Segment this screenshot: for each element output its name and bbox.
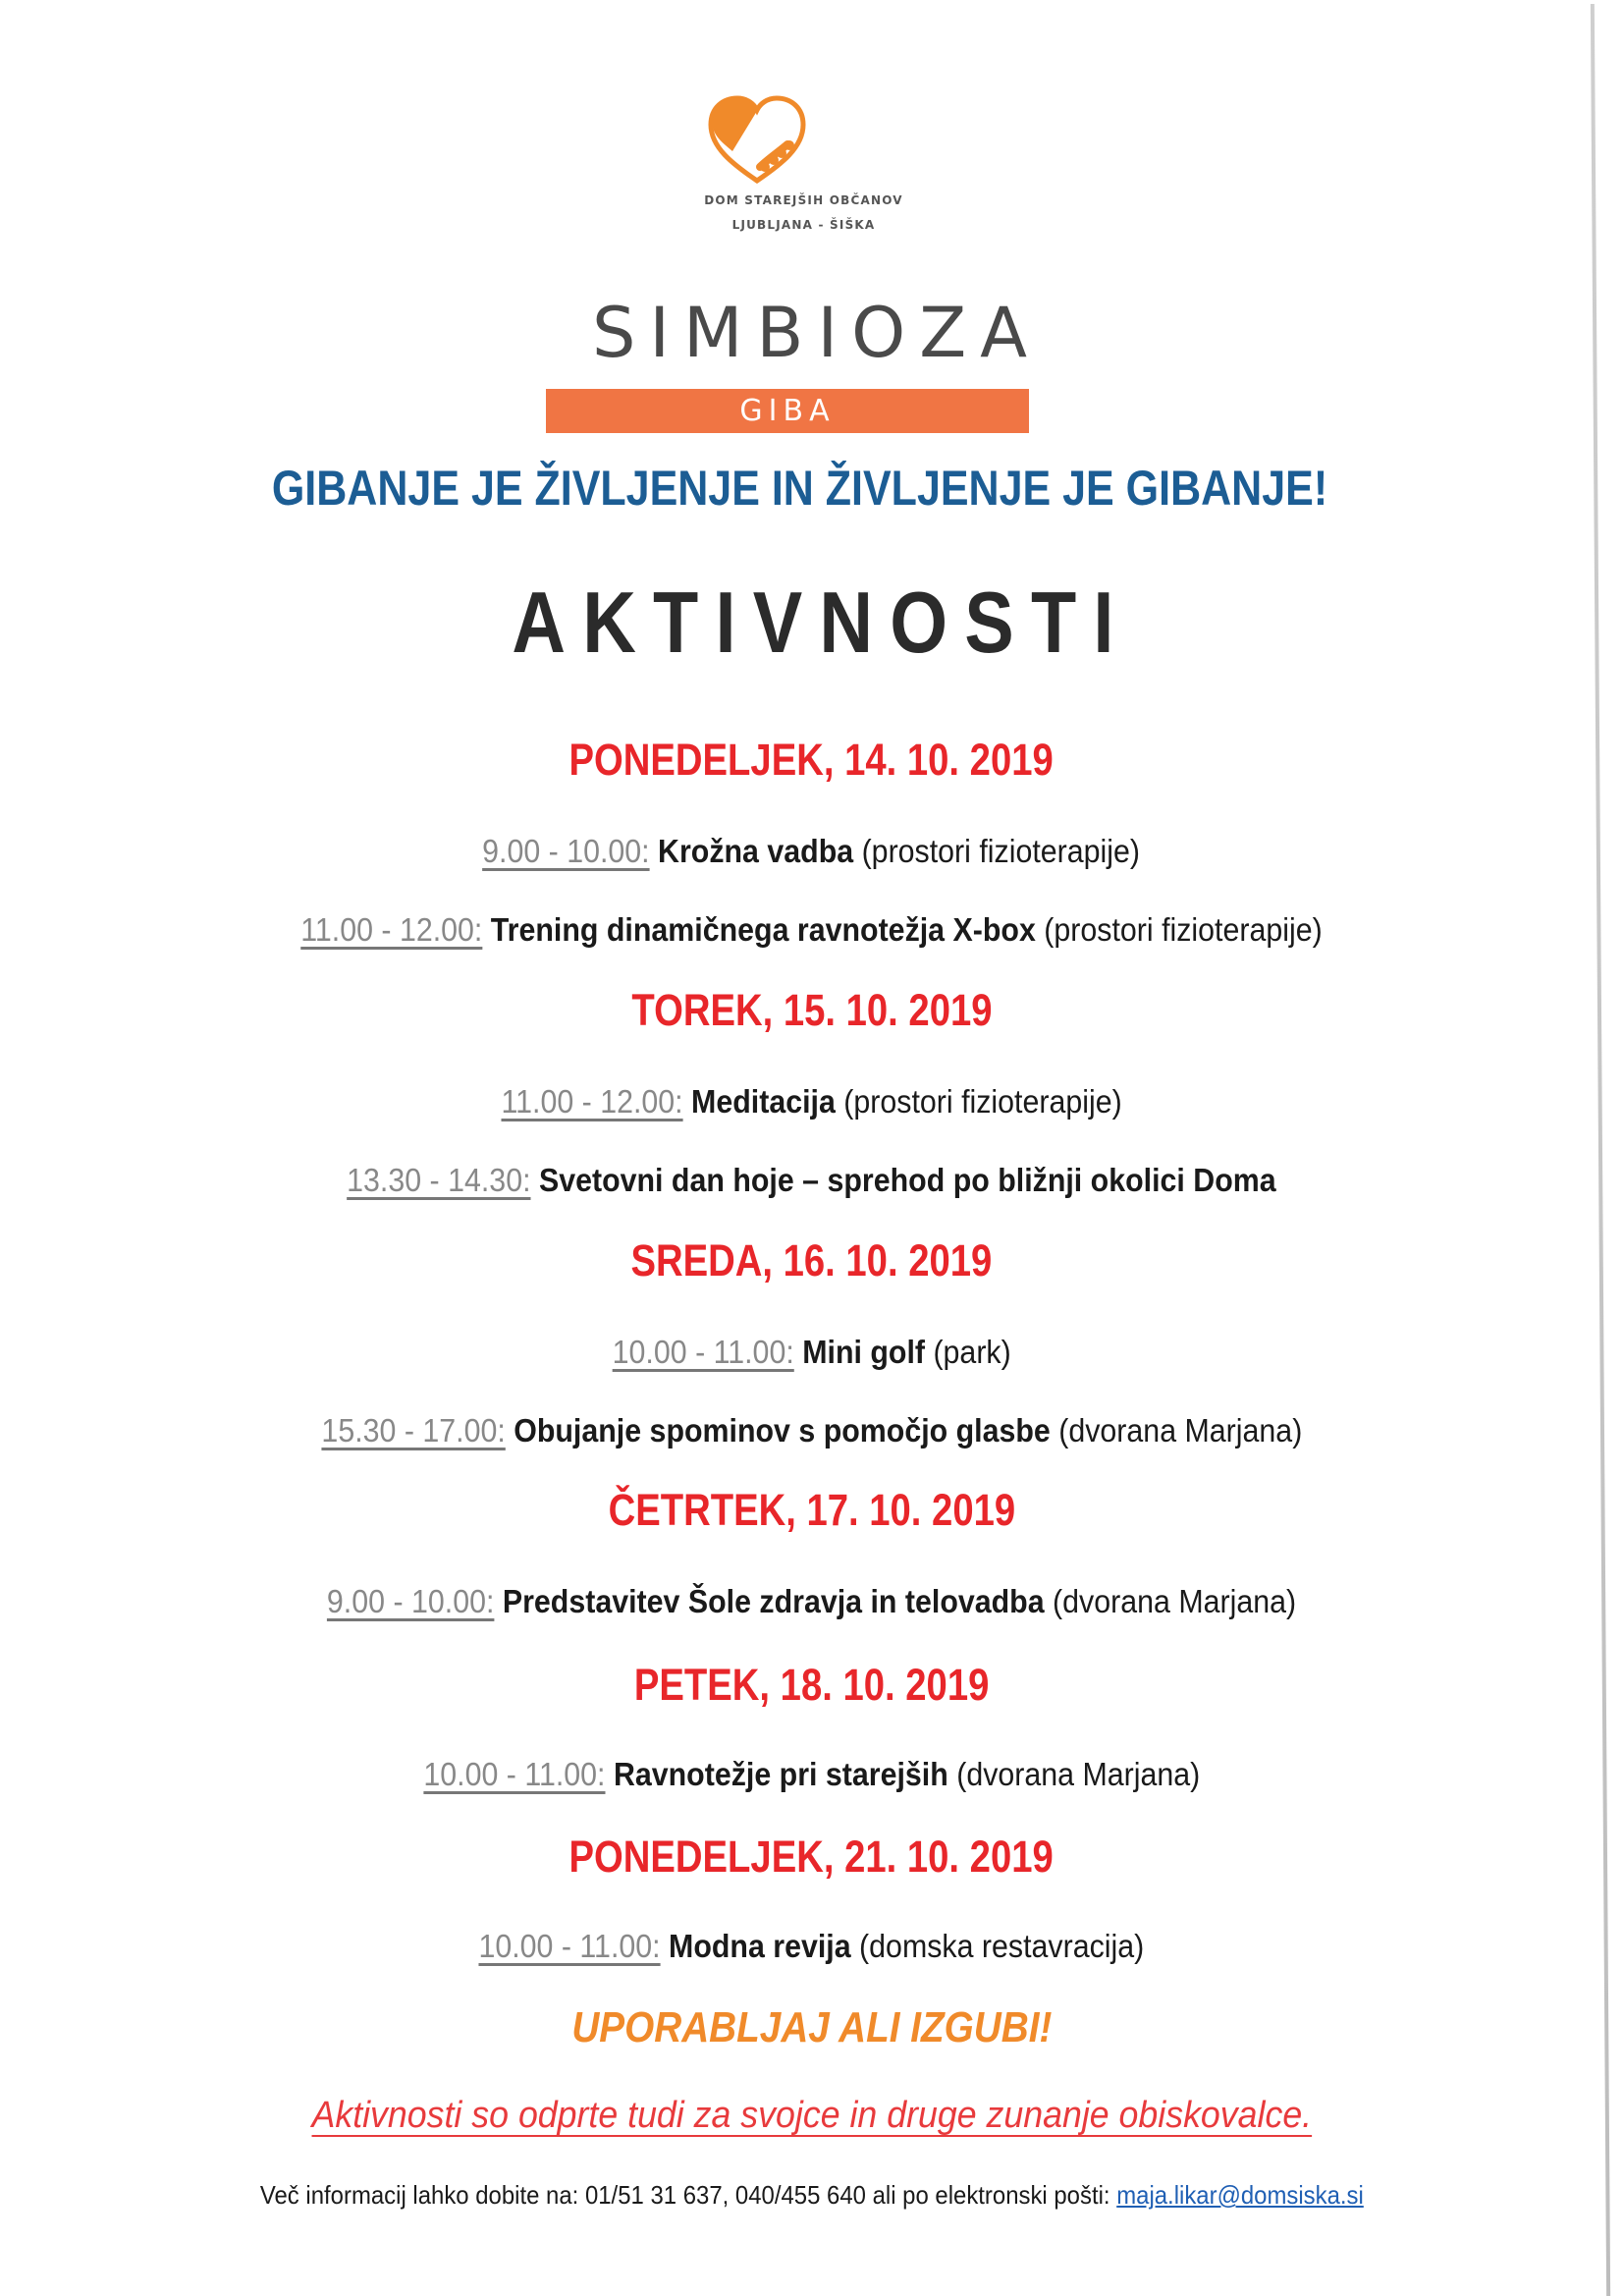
activity-location: (dvorana Marjana) [1053, 1583, 1297, 1619]
activity-item [0, 1412, 1623, 1449]
activity-name: Svetovni dan hoje – sprehod po bližnji okolici Doma [539, 1162, 1276, 1198]
activity-item [0, 1583, 1623, 1620]
activity-time: 13.30 - 14.30: [347, 1162, 531, 1198]
heart-hands-logo-icon [703, 90, 811, 189]
activity-name: Modna revija [669, 1928, 851, 1964]
contact-info [0, 2180, 1623, 2211]
activity-name: Predstavitev Šole zdravja in telovadba [502, 1583, 1045, 1619]
activity-item [0, 833, 1623, 870]
activity-time: 11.00 - 12.00: [501, 1083, 683, 1120]
organization-name-line1: DOM STAREJŠIH OBČANOV [704, 193, 903, 207]
activity-name: Krožna vadba [658, 833, 854, 869]
activity-name: Meditacija [690, 1083, 836, 1120]
activity-time: 10.00 - 11.00: [612, 1334, 794, 1370]
activity-item [0, 911, 1623, 949]
slogan: GIBANJE JE ŽIVLJENJE IN ŽIVLJENJE JE GIBANJE! [271, 461, 1328, 516]
day-heading: TOREK, 15. 10. 2019 [630, 985, 993, 1035]
brand-tagline-bar [546, 389, 1029, 433]
activity-location: (dvorana Marjana) [955, 1756, 1200, 1792]
activity-location: (dvorana Marjana) [1057, 1412, 1302, 1449]
activity-item [0, 1083, 1623, 1121]
activity-item [0, 1756, 1623, 1793]
activity-time: 11.00 - 12.00: [300, 911, 483, 948]
contact-text: Več informacij lahko dobite na: 01/51 31 637, 040/455 640 ali po elektronski pošti: [259, 2180, 1110, 2210]
activity-location: (prostori fizioterapije) [1044, 911, 1323, 948]
activity-time: 9.00 - 10.00: [326, 1583, 495, 1619]
brand-name: SIMBIOZA [591, 293, 1042, 373]
activity-time: 9.00 - 10.00: [482, 833, 651, 869]
activity-item [0, 1162, 1623, 1199]
activity-name: Obujanje spominov s pomočjo glasbe [513, 1412, 1051, 1449]
activity-location: (domska restavracija) [859, 1928, 1145, 1964]
activity-location: (park) [933, 1334, 1011, 1370]
activity-name: Mini golf [802, 1334, 925, 1370]
day-heading: PONEDELJEK, 14. 10. 2019 [568, 735, 1055, 785]
activity-name: Trening dinamičnega ravnotežja X-box [490, 911, 1036, 948]
day-heading: ČETRTEK, 17. 10. 2019 [608, 1485, 1015, 1535]
activity-item [0, 1928, 1623, 1965]
brand-tagline: GIBA [739, 394, 836, 428]
organization-name-line2: LJUBLJANA - ŠIŠKA [731, 218, 876, 232]
activity-location: (prostori fizioterapije) [861, 833, 1141, 869]
activity-item [0, 1334, 1623, 1371]
email-link[interactable]: maja.likar@domsiska.si [1115, 2180, 1364, 2210]
activity-location: (prostori fizioterapije) [843, 1083, 1122, 1120]
day-heading: PONEDELJEK, 21. 10. 2019 [568, 1831, 1055, 1882]
activity-time: 10.00 - 11.00: [478, 1928, 661, 1964]
activity-name: Ravnotežje pri starejših [613, 1756, 948, 1792]
open-to-visitors-note: Aktivnosti so odprte tudi za svojce in druge zunanje obiskovalce. [311, 2095, 1312, 2136]
activity-time: 15.30 - 17.00: [321, 1412, 506, 1449]
page-title: AKTIVNOSTI [512, 574, 1131, 671]
day-heading: PETEK, 18. 10. 2019 [633, 1660, 990, 1710]
activity-time: 10.00 - 11.00: [423, 1756, 606, 1792]
day-heading: SREDA, 16. 10. 2019 [630, 1235, 993, 1285]
motto: UPORABLJAJ ALI IZGUBI! [570, 2003, 1053, 2051]
